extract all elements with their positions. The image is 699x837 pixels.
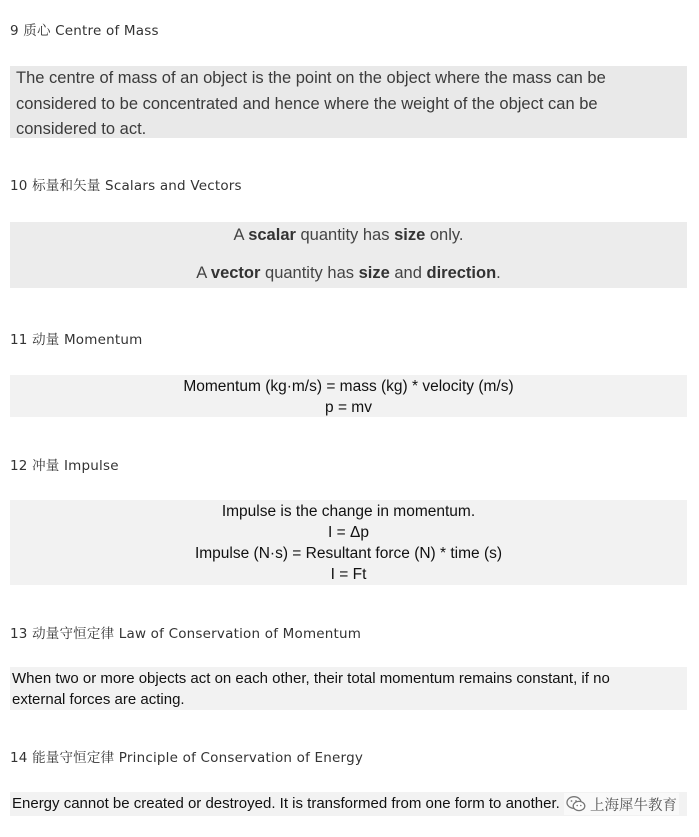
formula-line: p = mv	[325, 399, 372, 416]
formula-line: Momentum (kg·m/s) = mass (kg) * velocity (m/s)	[183, 378, 514, 395]
vector-line: A vector quantity has size and direction.	[196, 264, 501, 282]
law-conservation-momentum	[10, 667, 687, 710]
formula-momentum	[10, 375, 687, 417]
scalar-line: A scalar quantity has size only.	[233, 226, 464, 244]
wechat-icon	[566, 795, 586, 813]
formula-line: Impulse (N·s) = Resultant force (N) * time (s)	[194, 545, 503, 562]
definition-centre-of-mass	[10, 66, 687, 138]
text-line: The centre of mass of an object is the point on the object where the mass can be	[16, 69, 606, 87]
watermark	[564, 793, 679, 815]
text-line: external forces are acting.	[12, 691, 185, 708]
formula-line: I = Δp	[328, 524, 369, 541]
heading-centre-of-mass: 9 质心 Centre of Mass	[10, 23, 159, 39]
heading-conservation-momentum: 13 动量守恒定律 Law of Conservation of Momentum	[10, 626, 362, 642]
text-line: Energy cannot be created or destroyed. It is transformed from one form to another.	[12, 795, 560, 812]
heading-scalars-vectors: 10 标量和矢量 Scalars and Vectors	[10, 178, 242, 194]
heading-impulse: 12 冲量 Impulse	[10, 458, 119, 474]
definition-scalars-vectors	[10, 222, 687, 288]
formula-impulse	[10, 500, 687, 585]
formula-line: I = Ft	[330, 566, 367, 583]
text-line: considered to be concentrated and hence where the weight of the object can be	[16, 94, 598, 113]
heading-momentum: 11 动量 Momentum	[10, 332, 143, 348]
text-line: When two or more objects act on each other, their total momentum remains constant, if no	[12, 670, 610, 687]
text-line: considered to act.	[16, 120, 147, 138]
watermark-text: 上海犀牛教育	[590, 797, 677, 814]
formula-line: Impulse is the change in momentum.	[221, 503, 476, 520]
heading-conservation-energy: 14 能量守恒定律 Principle of Conservation of Energy	[10, 750, 364, 766]
